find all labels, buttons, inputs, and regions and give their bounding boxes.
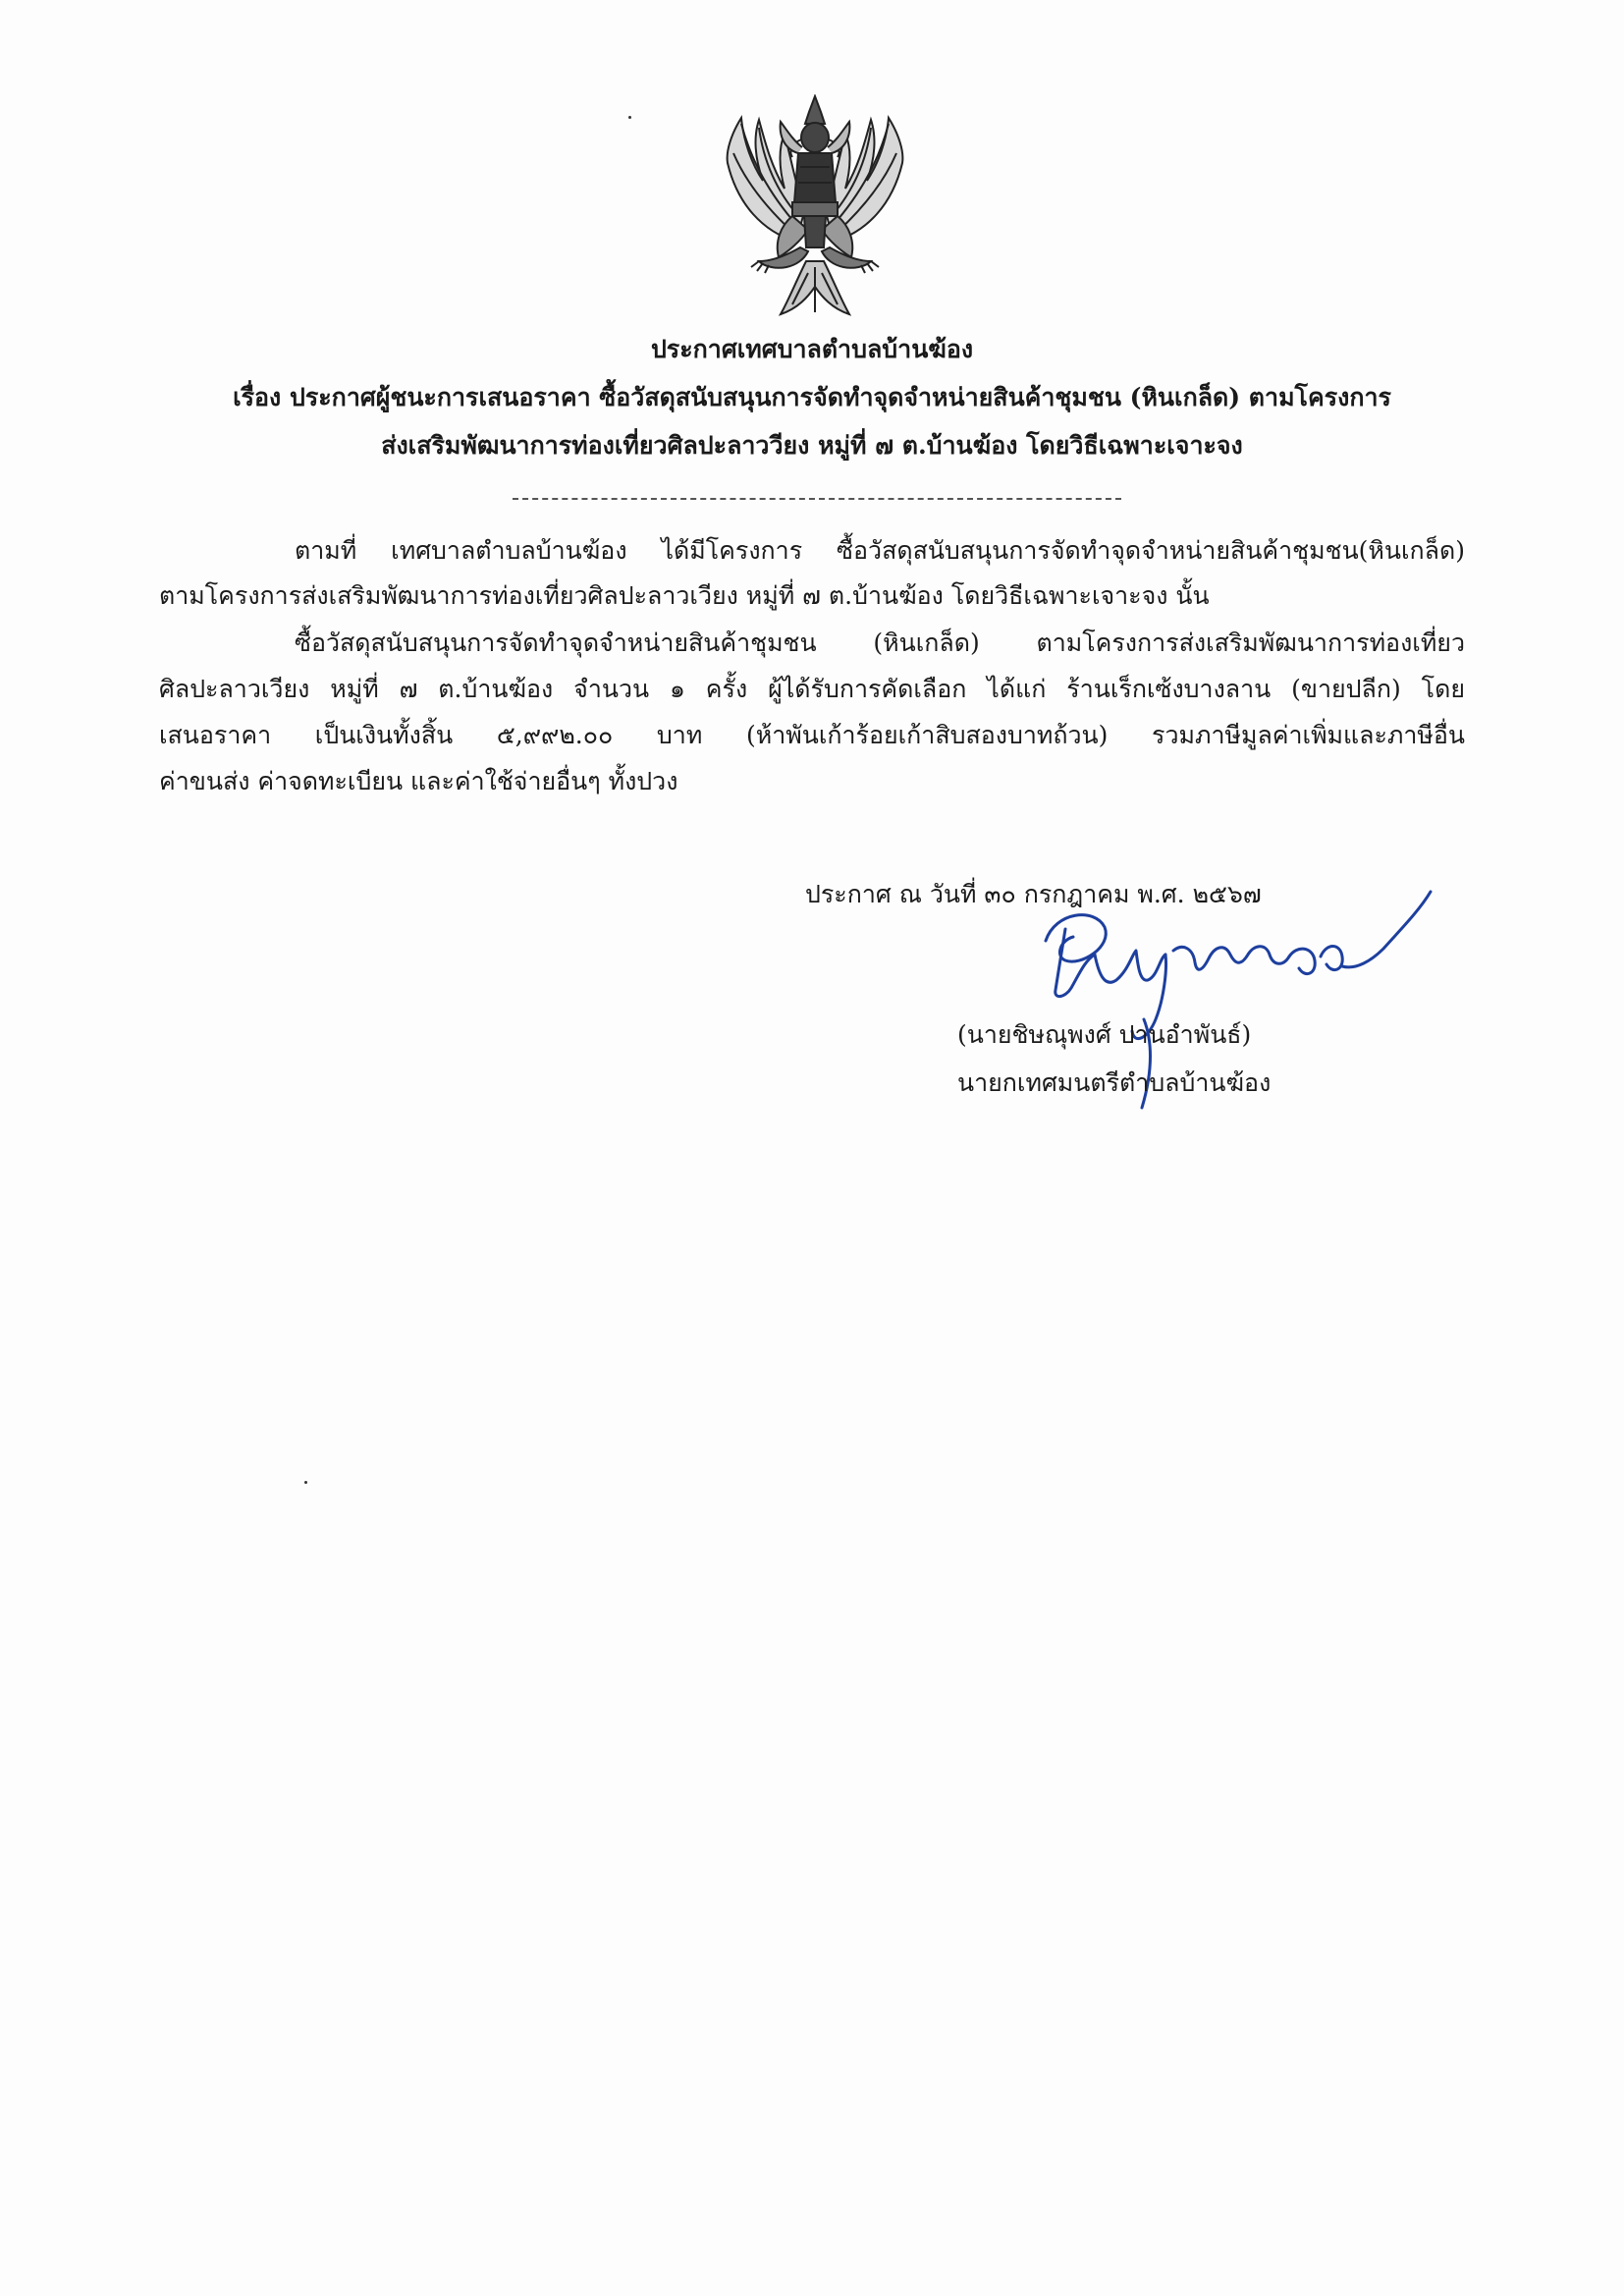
announcement-date: ประกาศ ณ วันที่ ๓๐ กรกฎาคม พ.ศ. ๒๕๖๗ — [805, 880, 1262, 908]
signer-name: (นายชิษณุพงศ์ ปานอำพันธ์) — [957, 1020, 1252, 1049]
paragraph-2-line-2: ศิลปะลาวเวียง หมู่ที่ ๗ ต.บ้านฆ้อง จำนวน ๑ ครั้ง ผู้ได้รับการคัดเลือก ได้แก่ ร้านเร็กเซ้งบางลาน (ขายปลีก) โดย — [159, 675, 1465, 703]
scan-speck — [628, 116, 631, 119]
paragraph-2-line-1: ซื้อวัสดุสนับสนุนการจัดทำจุดจำหน่ายสินค้าชุมชน (หินเกล็ด) ตามโครงการส่งเสริมพัฒนาการท่องเที่ยว — [295, 629, 1465, 657]
paragraph-2-line-3: เสนอราคา เป็นเงินทั้งสิ้น ๕,๙๙๒.๐๐ บาท (ห้าพันเก้าร้อยเก้าสิบสองบาทถ้วน) รวมภาษีมูลค่าเพิ่มและภาษีอื่น — [159, 721, 1465, 749]
document-title: ประกาศเทศบาลตำบลบ้านฆ้อง — [650, 335, 974, 363]
signer-title: นายกเทศมนตรีตำบลบ้านฆ้อง — [957, 1068, 1272, 1097]
header-divider — [513, 498, 1121, 500]
paragraph-2-line-4: ค่าขนส่ง ค่าจดทะเบียน และค่าใช้จ่ายอื่นๆ ทั้งปวง — [159, 767, 678, 795]
paragraph-1-line-2: ตามโครงการส่งเสริมพัฒนาการท่องเที่ยวศิลปะลาวเวียง หมู่ที่ ๗ ต.บ้านฆ้อง โดยวิธีเฉพาะเจาะจง นั้น — [159, 581, 1210, 610]
scan-speck — [304, 1481, 307, 1484]
paragraph-1-line-1: ตามที่ เทศบาลตำบลบ้านฆ้อง ได้มีโครงการ ซื้อวัสดุสนับสนุนการจัดทำจุดจำหน่ายสินค้าชุมชน(หินเกล็ด) — [295, 536, 1465, 565]
subject-line-1: เรื่อง ประกาศผู้ชนะการเสนอราคา ซื้อวัสดุสนับสนุนการจัดทำจุดจำหน่ายสินค้าชุมชน (หินเกล็ด) ตามโครงการ — [233, 383, 1391, 411]
subject-line-2: ส่งเสริมพัฒนาการท่องเที่ยวศิลปะลาววียง หมู่ที่ ๗ ต.บ้านฆ้อง โดยวิธีเฉพาะเจาะจง — [381, 431, 1243, 460]
garuda-emblem-icon — [702, 94, 928, 326]
